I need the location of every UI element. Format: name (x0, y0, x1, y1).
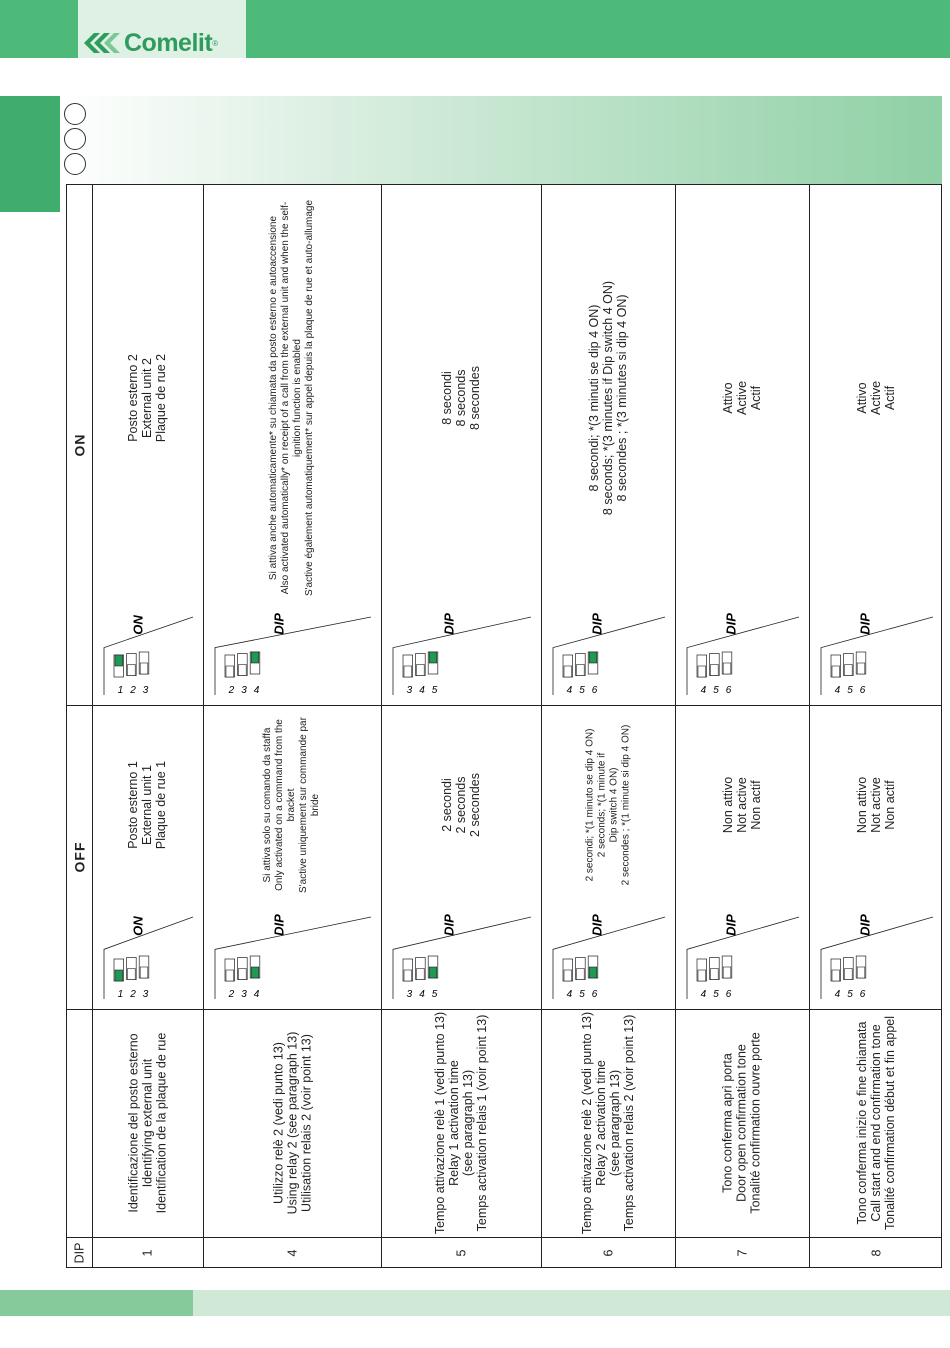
dip-switch-icon (385, 609, 537, 701)
off-value-1 (92, 710, 203, 900)
switch-lever-active (251, 967, 259, 978)
dip-number-7 (675, 1237, 809, 1269)
comelit-logo-icon (84, 32, 120, 54)
switch-lever (845, 969, 853, 980)
switch-lever (417, 665, 425, 676)
off-value-5 (381, 710, 541, 900)
dip-number-6-text (601, 1250, 615, 1257)
text-line: Not active (869, 777, 883, 833)
switch-number: 3 (406, 989, 413, 1000)
switch-lever (698, 666, 706, 677)
description-5-text (433, 1012, 489, 1234)
switch-lever (564, 666, 572, 677)
switch-number: 4 (834, 989, 841, 1000)
switch-lever (404, 666, 412, 677)
text-line: Using relay 2 (see paragraph 13) (285, 1031, 299, 1215)
switch-label: DIP (723, 613, 739, 635)
switch-lever (239, 969, 247, 980)
switch-label: DIP (441, 914, 457, 936)
switch-number: 6 (725, 685, 732, 696)
switch-lever-active (589, 967, 597, 978)
table-line (67, 705, 941, 706)
dip-number-6 (541, 1237, 675, 1269)
switch-lever (698, 970, 706, 981)
text-line: S'active uniquement sur commande par (297, 717, 309, 893)
text-line: Temps activation relais 2 (voir point 13) (622, 1014, 637, 1232)
switch-lever (140, 663, 148, 674)
switch-label: DIP (857, 914, 873, 936)
comelit-logo (84, 30, 218, 56)
switch-number: 3 (241, 989, 247, 1000)
logo-reg: ® (212, 38, 219, 48)
description-7-text (721, 1032, 763, 1213)
switch-body (687, 917, 799, 999)
description-8-text (855, 1016, 897, 1230)
off-value-5-text (440, 773, 482, 837)
header-off (67, 705, 92, 1009)
switch-number: 2 (228, 989, 235, 1000)
switch-number: 5 (847, 685, 853, 696)
switch-number: 3 (142, 685, 149, 696)
text-line: 7 (734, 1249, 749, 1257)
circle-icon (64, 103, 86, 125)
switch-label: DIP (723, 914, 739, 936)
text-line: Actif (882, 385, 897, 410)
switch-label: DIP (857, 613, 873, 635)
text-line: (see paragraph 13) (461, 1069, 476, 1177)
description-1-text (127, 1033, 169, 1214)
dip-number-1-text (140, 1250, 154, 1257)
off-value-8 (809, 710, 943, 900)
text-line: Identification de la plaque de rue (154, 1032, 169, 1214)
footer-bar-left (0, 1290, 193, 1316)
text-line: 2 secondi; *(1 minuto se dip 4 ON) (584, 728, 596, 882)
switch-number: 4 (700, 989, 707, 1000)
dip-number-7-text (735, 1250, 749, 1257)
text-line: Relay 1 activation time (447, 1060, 462, 1186)
off-value-8-text (855, 777, 897, 833)
text-line: ignition function is enabled (292, 338, 303, 457)
switch-body (393, 617, 531, 695)
text-line: 8 seconds (454, 369, 468, 426)
description-7 (675, 1009, 809, 1237)
text-line: Non attivo (855, 776, 869, 834)
off-value-4 (203, 710, 381, 900)
text-line: Non actif (749, 780, 763, 830)
switch-lever (226, 970, 234, 981)
off-value-7 (675, 710, 809, 900)
text-line: Tempo attivazione relè 1 (vedi punto 13) (433, 1011, 448, 1235)
on-value-8 (809, 190, 943, 605)
switch-lever-active (251, 652, 259, 663)
switch-lever-active (115, 655, 123, 666)
switch-label: DIP (271, 613, 287, 635)
dip-table (66, 184, 942, 1268)
on-value-6-text (587, 280, 629, 514)
text-line: 2 seconds; *(1 minute if (596, 752, 608, 858)
text-line: Tono conferma inizio e fine chiamata (855, 1021, 869, 1225)
switch-lever (128, 969, 136, 980)
text-line: bracket (285, 788, 297, 822)
switch-number: 5 (713, 685, 719, 696)
header-band (60, 96, 942, 184)
off-value-4-text (262, 717, 322, 893)
text-line: OFF (71, 841, 88, 873)
switch-lever (723, 967, 731, 978)
text-line: 8 secondes (468, 365, 482, 430)
switch-number: 3 (406, 685, 413, 696)
dip-switch-icon (545, 909, 671, 1005)
switch-lever (832, 666, 840, 677)
switch-lever (857, 663, 865, 674)
text-line: S'active également automatiquement* sur appel depuis la plaque de rue et auto-allumage (304, 199, 315, 596)
dip-switch-icon (96, 909, 199, 1005)
switch-lever (239, 665, 247, 676)
text-line: bride (309, 793, 321, 817)
text-line: Utilizzo relè 2 (vedi punto 13) (271, 1042, 285, 1204)
dip-switch-icon (385, 909, 537, 1005)
switch-number: 5 (713, 989, 719, 1000)
switch-lever (577, 969, 585, 980)
switch-number: 3 (241, 685, 247, 696)
text-line: 2 secondi (440, 778, 454, 832)
text-line: Posto esterno 1 (126, 761, 141, 849)
text-line: Dip switch 4 ON) (608, 767, 620, 843)
dip-number-4 (203, 1237, 381, 1269)
switch-number: 2 (228, 685, 235, 696)
text-line: 2 seconds (454, 776, 468, 834)
switch-number: 1 (117, 685, 124, 696)
off-value-7-text (721, 777, 763, 833)
switch-label: DIP (589, 914, 605, 936)
dip-number-8 (809, 1237, 943, 1269)
description-6 (541, 1009, 675, 1237)
text-line: Tono conferma aprì porta (721, 1053, 736, 1193)
on-value-4-text (268, 199, 316, 595)
description-5 (381, 1009, 541, 1237)
switch-number: 5 (431, 685, 438, 696)
dip-number-1 (92, 1237, 203, 1269)
switch-number: 2 (130, 989, 136, 1000)
text-line: Utilisation relais 2 (voir point 13) (299, 1034, 313, 1212)
text-line: 8 (868, 1249, 883, 1257)
on-value-6 (541, 190, 675, 605)
switch-lever (417, 969, 425, 980)
on-value-7 (675, 190, 809, 605)
logo-text: Comelit (124, 28, 213, 57)
text-line: Identificazione del posto esterno (126, 1033, 141, 1213)
text-line: ON (71, 433, 88, 457)
header-dip (67, 1237, 92, 1269)
switch-label: ON (130, 615, 146, 635)
text-line: Only activated on a command from the (273, 719, 285, 891)
footer-bar-right (193, 1290, 950, 1316)
on-value-4 (203, 190, 381, 605)
switch-number: 4 (419, 989, 425, 1000)
switch-number: 4 (566, 685, 573, 696)
text-line: Non actif (883, 780, 897, 830)
switch-label: DIP (589, 613, 605, 635)
language-circles (64, 103, 86, 178)
switch-label: ON (130, 916, 146, 936)
text-line: External unit 2 (140, 357, 155, 438)
text-line: Temps activation relais 1 (voir point 13) (475, 1014, 490, 1232)
switch-number: 5 (579, 989, 585, 1000)
dip-switch-icon (679, 909, 805, 1005)
text-line: Si attiva anche automaticamente* su chiamata da posto esterno e autoaccensione (268, 215, 279, 580)
text-line: Attivo (720, 381, 735, 414)
dip-number-4-text (285, 1250, 299, 1257)
switch-lever (711, 969, 719, 980)
text-line: 6 (600, 1249, 615, 1257)
left-tab (0, 96, 60, 212)
dip-switch-icon (207, 909, 377, 1005)
header-dip-text (73, 1243, 87, 1264)
description-1 (92, 1009, 203, 1237)
dip-number-5 (381, 1237, 541, 1269)
on-value-1-text (126, 353, 168, 441)
text-line: 8 secondi (440, 370, 454, 425)
description-6-text (580, 1012, 636, 1234)
on-value-7-text (721, 380, 763, 414)
on-value-8-text (855, 380, 897, 414)
switch-lever-active (429, 652, 437, 663)
switch-lever (723, 663, 731, 674)
switch-lever (577, 665, 585, 676)
switch-number: 6 (725, 989, 732, 1000)
switch-number: 4 (253, 989, 260, 1000)
switch-lever (711, 665, 719, 676)
text-line: 8 secondes ; *(3 minutes si dip 4 ON) (615, 293, 629, 502)
switch-lever-active (589, 652, 597, 663)
dip-number-5-text (454, 1250, 468, 1257)
switch-lever (128, 665, 136, 676)
text-line: Plaque de rue 1 (154, 760, 169, 850)
switch-number: 5 (579, 685, 585, 696)
text-line: 4 (284, 1249, 299, 1257)
text-line: Not active (735, 777, 749, 833)
switch-lever (140, 967, 148, 978)
description-8 (809, 1009, 943, 1237)
text-line: 2 secondes ; *(1 minute si dip 4 ON) (620, 724, 632, 886)
header-off-text (73, 842, 87, 873)
text-line: Relay 2 activation time (594, 1060, 609, 1186)
text-line: DIP (72, 1242, 87, 1264)
on-value-5 (381, 190, 541, 605)
text-line: 1 (140, 1249, 155, 1257)
header-on (67, 185, 92, 705)
dip-number-8-text (869, 1250, 883, 1257)
text-line: 2 secondes (468, 773, 482, 837)
switch-number: 6 (591, 685, 598, 696)
dip-switch-icon (679, 609, 805, 701)
text-line: 8 secondi; *(3 minuti se dip 4 ON) (587, 304, 601, 491)
switch-lever (404, 970, 412, 981)
text-line: Active (734, 380, 749, 415)
off-value-6 (541, 710, 675, 900)
switch-lever (832, 970, 840, 981)
switch-body (553, 917, 665, 999)
switch-number: 6 (859, 685, 866, 696)
switch-number: 4 (700, 685, 707, 696)
switch-label: DIP (441, 613, 457, 635)
text-line: Tonalité confirmation début et fin appel (883, 1015, 897, 1231)
switch-number: 5 (847, 989, 853, 1000)
switch-number: 3 (142, 989, 149, 1000)
switch-body (821, 917, 933, 999)
text-line: Door open confirmation tone (735, 1044, 750, 1202)
switch-lever-active (429, 967, 437, 978)
text-line: Actif (748, 385, 763, 410)
text-line: 8 seconds; *(3 minutes if Dip switch 4 ON) (601, 280, 615, 515)
switch-body (393, 917, 531, 999)
dip-switch-icon (96, 609, 199, 701)
text-line: Posto esterno 2 (126, 353, 141, 442)
text-line: Non attivo (721, 776, 735, 834)
text-line: Tempo attivazione relè 2 (vedi punto 13) (580, 1011, 595, 1235)
text-line: External unit 1 (140, 765, 155, 845)
switch-number: 5 (431, 989, 438, 1000)
switch-lever (226, 666, 234, 677)
switch-lever (564, 970, 572, 981)
text-line: Active (868, 380, 883, 415)
circle-icon (64, 128, 86, 150)
switch-number: 1 (117, 989, 124, 1000)
switch-lever (857, 967, 865, 978)
switch-number: 4 (253, 685, 260, 696)
switch-number: 4 (834, 685, 841, 696)
off-value-6-text (584, 725, 632, 886)
switch-lever (845, 665, 853, 676)
switch-number: 2 (130, 685, 136, 696)
text-line: Identifying external unit (140, 1058, 155, 1188)
dip-switch-icon (813, 909, 939, 1005)
text-line: Also activated automatically* on receipt of a call from the external unit and when the self- (280, 201, 291, 594)
on-value-1 (92, 190, 203, 605)
text-line: Plaque de rue 2 (154, 353, 169, 442)
off-value-1-text (126, 761, 168, 849)
switch-number: 4 (419, 685, 425, 696)
dip-switch-icon (545, 609, 671, 701)
switch-label: DIP (271, 914, 287, 936)
description-4 (203, 1009, 381, 1237)
switch-number: 6 (859, 989, 866, 1000)
dip-switch-icon (813, 609, 939, 701)
text-line: Call start and end confirmation tone (869, 1024, 883, 1222)
description-4-text (271, 1032, 313, 1215)
text-line: Tonalité confirmation ouvre porte (749, 1032, 764, 1214)
text-line: Si attiva solo su comando da staffa (261, 727, 273, 883)
dip-switch-icon (207, 609, 377, 701)
switch-number: 6 (591, 989, 598, 1000)
text-line: 5 (453, 1249, 468, 1257)
text-line: Attivo (854, 381, 869, 414)
on-value-5-text (440, 366, 482, 430)
circle-icon (64, 153, 86, 175)
switch-number: 4 (566, 989, 573, 1000)
header-on-text (73, 434, 87, 457)
text-line: (see paragraph 13) (608, 1069, 623, 1177)
switch-lever-active (115, 970, 123, 981)
